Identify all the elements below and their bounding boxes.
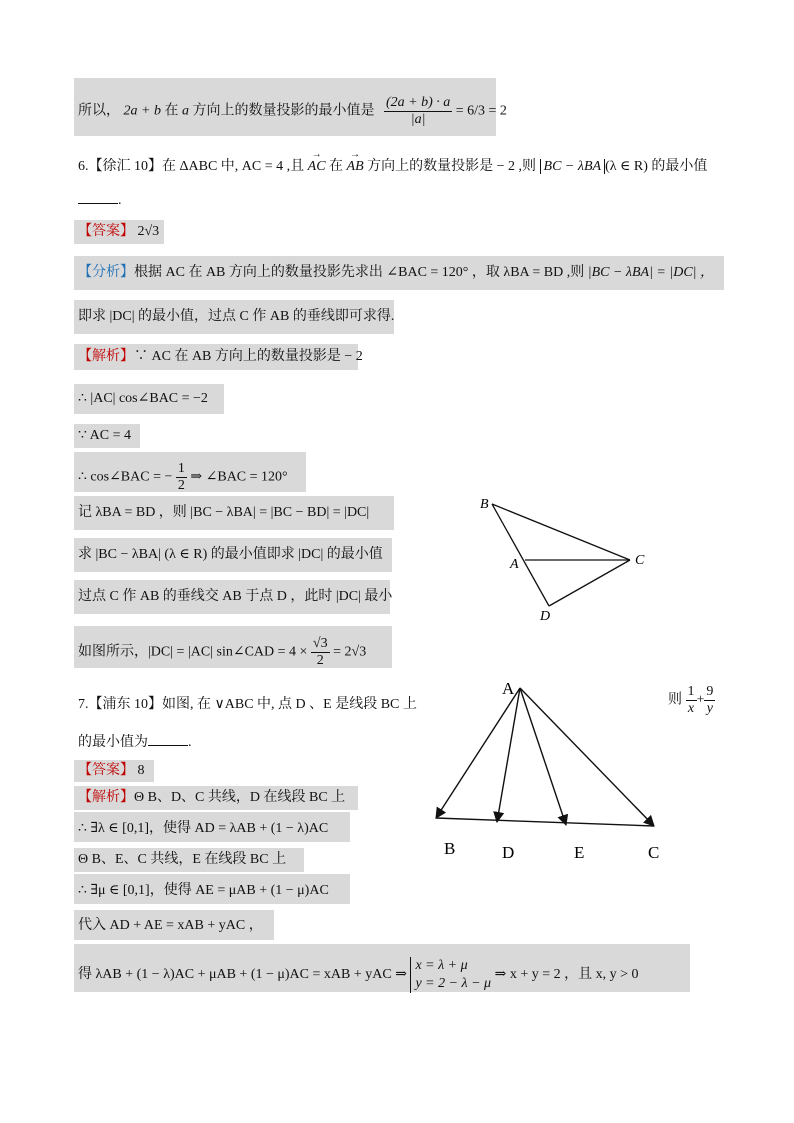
top-mid1: 在	[164, 103, 179, 119]
q7-question-2: 的最小值为 .	[78, 735, 192, 750]
q6-answer-blank: .	[78, 190, 122, 212]
q6-sol7: 过点 C 作 AB 的垂线交 AB 于点 D ，此时 |DC| 最小	[78, 589, 393, 604]
q6-sol3: ∵ AC = 4	[78, 428, 131, 443]
q7-number: 7.	[78, 697, 89, 712]
q7-sol3: Θ B、E、C 共线，E 在线段 BC 上	[78, 852, 287, 867]
q6-sol4-frac	[176, 461, 187, 494]
q7-text1: 如图, 在 ∨ABC 中, 点 D 、E 是线段 BC 上	[162, 697, 417, 712]
q6-sol5: 记 λBA = BD ，则 |BC − λBA| = |BC − BD| = |DC|	[78, 505, 370, 520]
q7-sol1: Θ B、D、C 共线，D 在线段 BC 上	[134, 790, 346, 805]
q6-text2: 在	[329, 159, 344, 174]
fig2-vec-ab	[436, 688, 520, 818]
q7-text2: 的最小值为	[78, 735, 148, 750]
q6-sol8-den: 2	[316, 653, 324, 668]
q6-sol6: 求 |BC − λBA| (λ ∈ R) 的最小值即求 |DC| 的最小值	[78, 547, 383, 562]
q7-frac1-num: 1	[687, 684, 695, 699]
q6-sol4-b: ⇒ ∠BAC = 120°	[190, 469, 288, 485]
fig2-label-b: B	[444, 839, 456, 858]
fig1-edge-dc	[549, 560, 630, 606]
q7-solution-3	[78, 849, 286, 871]
fig1-label-b: B	[480, 497, 489, 512]
top-conclusion	[78, 95, 507, 128]
q7-question-right: 则 $\frac{1}{x}$ + $\frac{9}{y}$	[668, 684, 714, 716]
q6-analysis-tag: 【分析】	[78, 265, 134, 280]
q7-solution-5	[78, 915, 263, 937]
top-prefix: 所以，	[78, 103, 120, 119]
q7-sol6-b: ⇒ x + y = 2 ，且 x, y > 0	[494, 967, 639, 983]
top-frac-num: (2a + b) · a	[385, 95, 451, 110]
q6-solution-3	[78, 425, 131, 447]
q6-sol8-b: = 2√3	[333, 644, 367, 660]
q6-number: 6.	[78, 159, 89, 174]
q7-answer-tag: 【答案】	[78, 763, 134, 778]
q7-frac1	[686, 684, 697, 717]
q7-text-right: 则	[668, 692, 682, 708]
q7-source: 【浦东 10】	[88, 697, 162, 712]
fig2-label-c: C	[648, 843, 660, 862]
top-frac-den: |a|	[410, 112, 426, 127]
figure-vectors-abc	[420, 676, 670, 866]
fig2-base-bc	[436, 818, 654, 826]
fig1-edge-bd	[492, 504, 549, 606]
q6-source: 【徐汇 10】	[88, 159, 162, 174]
q6-sol8-a: 如图所示，|DC| = |AC| sin∠CAD = 4 ×	[78, 644, 308, 660]
q7-frac1-den: x	[687, 701, 695, 716]
q7-solution-6	[78, 957, 639, 993]
top-expr: 2a + b	[123, 103, 161, 119]
q7-sys-1: x = λ + μ	[415, 958, 468, 973]
q6-expr: BC − λBA	[540, 159, 606, 174]
q7-frac2-den: y	[706, 701, 714, 716]
fig1-label-a: A	[510, 557, 519, 572]
fig2-label-a: A	[502, 679, 515, 698]
q7-sol6-a: 得 λAB + (1 − λ)AC + μAB + (1 − μ)AC = xAB + yAC ⇒	[78, 967, 407, 983]
q6-answer-tag: 【答案】	[78, 224, 134, 239]
q7-system	[410, 957, 491, 993]
q6-solution-2	[78, 388, 208, 410]
fig1-label-d: D	[540, 609, 551, 624]
q6-solution-4	[78, 461, 288, 494]
q6-solution-7	[78, 586, 392, 608]
q7-solution-4	[78, 880, 329, 902]
q6-analysis-text1: 根据 AC 在 AB 方向上的数量投影先求出 ∠BAC = 120° ，取 λBA = BD ,则	[134, 265, 585, 280]
q7-sol5: 代入 AD + AE = xAB + yAC ，	[78, 918, 263, 933]
q7-frac2	[704, 684, 715, 717]
fig2-vec-ac	[520, 688, 654, 826]
q6-text4: (λ ∈ R) 的最小值	[605, 159, 708, 174]
q6-solution-1	[78, 346, 363, 368]
fig2-label-e: E	[574, 843, 585, 862]
q6-analysis-eq: |BC − λBA| = |DC| ，	[587, 265, 715, 280]
q6-analysis-1	[78, 262, 714, 284]
fig2-vec-ad	[497, 688, 520, 822]
q6-sol2: ∴ |AC| cos∠BAC = −2	[78, 391, 208, 406]
q6-text3: 方向上的数量投影是 − 2 ,则	[367, 159, 537, 174]
q6-sol4-num: 1	[177, 461, 185, 476]
q6-answer	[78, 221, 159, 243]
q6-vec-ab: → AB	[347, 150, 364, 178]
q6-sol8-frac	[311, 636, 330, 669]
top-fraction	[384, 95, 452, 128]
q7-sys-2: y = 2 − λ − μ	[415, 976, 492, 991]
q6-answer-value: 2√3	[137, 224, 160, 239]
fig1-edge-bc	[492, 504, 630, 560]
q7-answer	[78, 760, 145, 782]
figure-triangle-abc	[470, 490, 670, 630]
q6-vec-ac: → AC	[308, 150, 326, 178]
q7-solution-tag: 【解析】	[78, 790, 134, 805]
q6-solution-6	[78, 544, 383, 566]
q7-sol2: ∴ ∃λ ∈ [0,1]，使得 AD = λAB + (1 − λ)AC	[78, 821, 329, 836]
q7-question	[78, 694, 417, 716]
q6-solution-8	[78, 636, 366, 669]
q6-sol1: ∵ AC 在 AB 方向上的数量投影是 − 2	[134, 349, 363, 364]
q6-sol4-a: ∴ cos∠BAC = −	[78, 469, 173, 485]
q6-analysis-text2: 即求 |DC| 的最小值，过点 C 作 AB 的垂线即可求得.	[78, 309, 395, 324]
q6-solution-tag: 【解析】	[78, 349, 134, 364]
top-vec-a: a	[181, 103, 189, 119]
fig1-label-c: C	[635, 553, 645, 568]
q6-solution-5	[78, 502, 369, 524]
top-result: = 6/3 = 2	[455, 103, 507, 119]
q7-answer-value: 8	[137, 763, 145, 778]
fig2-label-d: D	[502, 843, 515, 862]
q6-analysis-2	[78, 306, 394, 328]
q7-frac2-num: 9	[706, 684, 714, 699]
q7-solution-2	[78, 818, 328, 840]
q6-question	[78, 150, 707, 178]
q7-sol4: ∴ ∃μ ∈ [0,1]，使得 AE = μAB + (1 − μ)AC	[78, 883, 329, 898]
fig2-vec-ae	[520, 688, 566, 825]
top-mid2: 方向上的数量投影的最小值是	[192, 103, 375, 119]
q6-sol8-num: √3	[312, 636, 328, 651]
q6-text1: 在 ΔABC 中, AC = 4 ,且	[162, 159, 305, 174]
q7-solution-1	[78, 787, 345, 809]
q6-sol4-den: 2	[177, 478, 185, 493]
